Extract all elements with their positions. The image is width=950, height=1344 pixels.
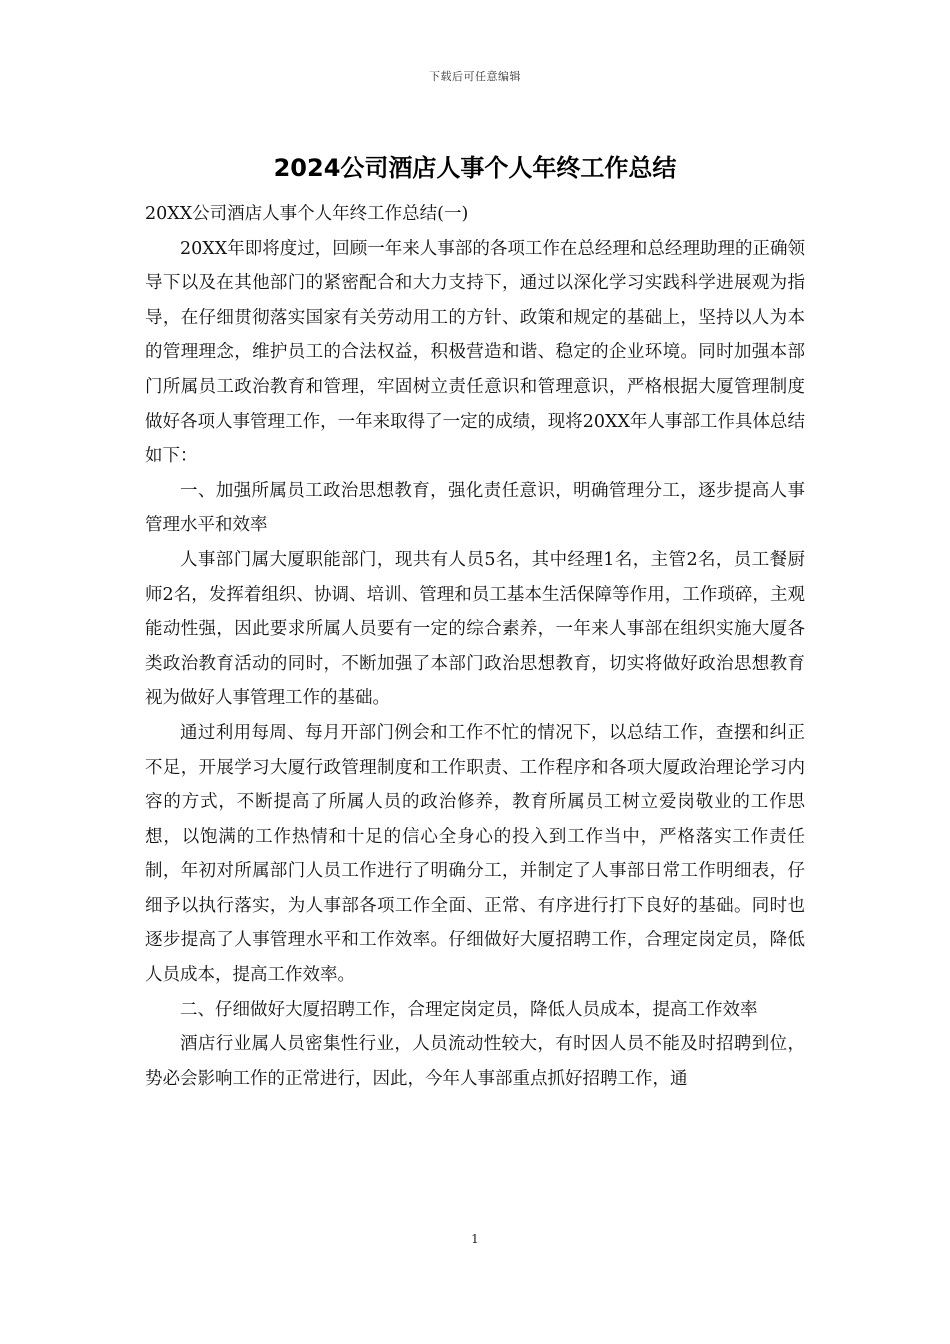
section-subtitle: 20XX公司酒店人事个人年终工作总结(一) xyxy=(145,204,469,224)
paragraph: 20XX年即将度过，回顾一年来人事部的各项工作在总经理和总经理助理的正确领导下以及在其他部门的紧密配合和大力支持下，通过以深化学习实践科学进展观为指导，在仔细贯彻落实国家有关劳动用工的方针、政策和规定的基础上，坚持以人为本的管理理念，维护员工的合法权益，积极营造和谐、稳定的企业环境。同时加强本部门所属员工政治教育和管理，牢固树立责任意识和管理意识，严格根据大厦管理制度做好各项人事管理工作，一年来取得了一定的成绩，现将20XX年人事部工作具体总结如下： xyxy=(145,238,805,467)
page-number: 1 xyxy=(471,1232,479,1246)
paragraph: 通过利用每周、每月开部门例会和工作不忙的情况下，以总结工作，查摆和纠正不足，开展学习大厦行政管理制度和工作职责、工作程序和各项大厦政治理论学习内容的方式，不断提高了所属人员的政治修养，教育所属员工树立爱岗敬业的工作思想，以饱满的工作热情和十足的信心全身心的投入到工作当中，严格落实工作责任制，年初对所属部门人员工作进行了明确分工，并制定了人事部日常工作明细表，仔细予以执行落实，为人事部各项工作全面、正常、有序进行打下良好的基础。同时也逐步提高了人事管理水平和工作效率。仔细做好大厦招聘工作，合理定岗定员，降低人员成本，提高工作效率。 xyxy=(145,722,805,986)
document-body xyxy=(145,197,805,1096)
section-heading: 一、加强所属员工政治思想教育，强化责任意识，明确管理分工，逐步提高人事管理水平和效率 xyxy=(145,480,805,536)
section-heading: 二、仔细做好大厦招聘工作，合理定岗定员，降低人员成本，提高工作效率 xyxy=(180,999,758,1020)
document-title: 2024公司酒店人事个人年终工作总结 xyxy=(273,154,677,182)
header-note: 下载后可任意编辑 xyxy=(429,70,521,83)
paragraph: 人事部门属大厦职能部门，现共有人员5名，其中经理1名，主管2名，员工餐厨师2名，发挥着组织、协调、培训、管理和员工基本生活保障等作用，工作琐碎，主观能动性强，因此要求所属人员要有一定的综合素养，一年来人事部在组织实施大厦各类政治教育活动的同时，不断加强了本部门政治思想教育，切实将做好政治思想教育视为做好人事管理工作的基础。 xyxy=(145,549,805,709)
paragraph: 酒店行业属人员密集性行业，人员流动性较大，有时因人员不能及时招聘到位，势必会影响工作的正常进行，因此，今年人事部重点抓好招聘工作，通 xyxy=(145,1034,805,1089)
